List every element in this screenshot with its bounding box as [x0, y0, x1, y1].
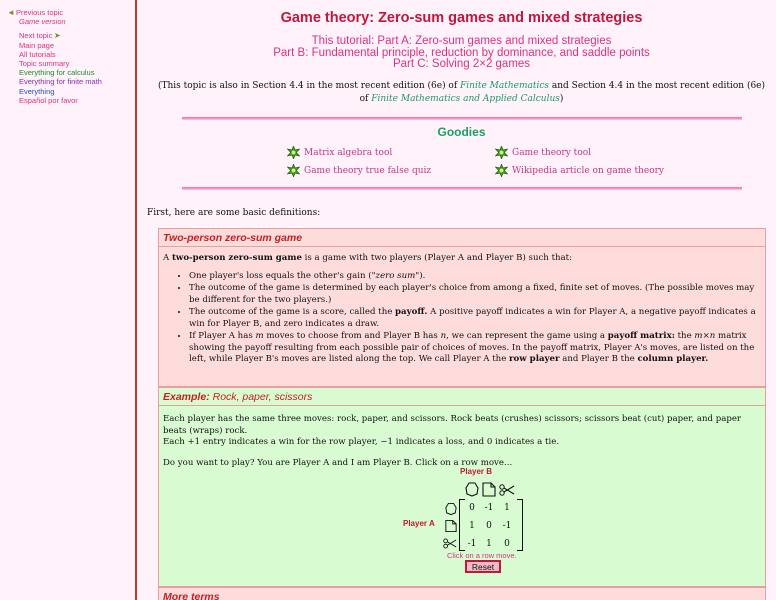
example-text: Each +1 entry indicates a win for the row player, −1 indicates a loss, and 0 indicates a tie. — [163, 437, 560, 447]
rock-icon[interactable] — [465, 482, 479, 497]
sidebar-item-everything[interactable] — [6, 87, 102, 96]
text: The outcome of the game is a score, called the — [189, 307, 396, 317]
text: One player's loss equals the other's gain (" — [189, 270, 376, 281]
math-var: n — [440, 331, 447, 341]
payoff-cell[interactable]: 1 — [469, 521, 475, 531]
example-label: Example: — [163, 391, 210, 403]
tutorial-part-c[interactable]: Part C: Solving 2×2 games — [392, 58, 531, 70]
tool-link-label[interactable]: Game theory true false quiz — [304, 165, 432, 176]
finite-math-book-link[interactable]: Finite Mathematics — [460, 81, 550, 91]
star-icon — [287, 146, 300, 159]
tool-link-label[interactable]: Wikipedia article on game theory — [512, 165, 664, 176]
sidebar-item-label[interactable]: All tutorials — [19, 49, 56, 59]
sidebar-nav — [6, 8, 102, 105]
applied-calc-book-link[interactable]: Finite Mathematics and Applied Calculus — [371, 94, 560, 104]
sidebar-item-topic-summary[interactable] — [6, 59, 102, 68]
wikipedia-link[interactable] — [495, 164, 664, 177]
definitions-intro: First, here are some basic definitions: — [147, 208, 321, 218]
sidebar-item-label[interactable]: Game version — [19, 17, 66, 27]
text: , we can represent the game using a — [446, 331, 608, 341]
definition-box — [158, 228, 766, 387]
paper-icon[interactable] — [445, 519, 457, 533]
sidebar-item-label[interactable]: Everything — [19, 86, 55, 96]
payoff-cell[interactable]: -1 — [467, 539, 477, 549]
sidebar-item-main-page[interactable] — [6, 41, 102, 50]
sidebar-item-espanol[interactable] — [6, 96, 102, 105]
text: If Player A has — [189, 331, 256, 341]
text: moves to choose from and Player B has — [263, 331, 441, 341]
payoff-cell[interactable]: 0 — [504, 539, 510, 549]
list-item — [189, 271, 759, 283]
example-title: Rock, paper, scissors — [209, 391, 313, 403]
scissors-icon[interactable] — [443, 538, 457, 549]
list-item — [189, 307, 759, 330]
definition-lead — [163, 253, 759, 265]
example-heading — [163, 391, 312, 403]
sidebar-item-label[interactable]: Everything for finite math — [19, 77, 102, 87]
definition-body — [163, 253, 759, 367]
player-a-label: Player A — [403, 519, 435, 528]
tool-link-label[interactable]: Game theory tool — [512, 147, 592, 158]
text: "). — [415, 270, 426, 281]
text: the — [674, 331, 695, 341]
list-item — [189, 331, 759, 366]
star-icon — [495, 164, 508, 177]
term-bold: two-person zero-sum game — [171, 253, 302, 263]
definition-heading: Two-person zero-sum game — [163, 232, 303, 244]
tutorial-parts — [147, 36, 776, 71]
divider — [182, 117, 742, 120]
math-var: m — [255, 331, 264, 341]
heading-rule — [159, 405, 765, 406]
goodies-title: Goodies — [437, 125, 486, 139]
matrix-algebra-tool-link[interactable] — [287, 146, 392, 159]
text: A positive payoff indicates a win for Player A, a negative payoff indicates a win for Player B, and zero indicates a draw. — [189, 307, 756, 329]
star-icon — [287, 164, 300, 177]
edition-note-text: ) — [559, 94, 564, 104]
term-bold: column player. — [637, 354, 709, 364]
definition-list — [189, 271, 759, 366]
heading-rule — [159, 246, 765, 247]
tutorial-part-b[interactable]: Part B: Fundamental principle, reduction by dominance, and saddle points — [273, 46, 650, 59]
payoff-cell[interactable]: 1 — [504, 503, 510, 513]
player-b-label: Player B — [460, 467, 493, 476]
sidebar — [0, 0, 136, 600]
divider — [182, 187, 742, 190]
edition-note-text: (This topic is also in Section 4.4 in the most recent edition (6e) of — [157, 81, 461, 91]
payoff-cell[interactable]: -1 — [484, 503, 494, 513]
rock-icon[interactable] — [445, 502, 457, 516]
example-text: Each player has the same three moves: rock, paper, and scissors. Rock beats (crushes) scissors; scissors beat (cut) paper, and paper beats (wraps) rock. — [163, 414, 742, 436]
page-title: Game theory: Zero-sum games and mixed strategies — [280, 10, 643, 26]
sidebar-item-label[interactable]: Main page — [19, 40, 55, 50]
sidebar-item-game-version[interactable] — [6, 17, 102, 26]
main-content — [147, 0, 776, 600]
paper-icon[interactable] — [482, 482, 496, 497]
more-terms-box — [158, 587, 766, 600]
payoff-cell[interactable]: 1 — [486, 539, 492, 549]
sidebar-item-label[interactable]: Previous topic — [16, 8, 64, 17]
math-var: m×n — [694, 331, 716, 341]
tutorial-part-a: This tutorial: Part A: Zero-sum games and mixed strategies — [311, 35, 612, 47]
sidebar-item-finite-math[interactable] — [6, 77, 102, 86]
sidebar-item-label[interactable]: Topic summary — [19, 59, 70, 69]
edition-note — [157, 80, 766, 106]
payoff-cell[interactable]: -1 — [502, 521, 512, 531]
list-item: • The outcome of the game is determined by each player's choice from among a fixed, finite set of moves. (The possible moves may be different for the two players.) — [189, 283, 759, 306]
emphasis: zero sum — [375, 270, 416, 281]
game-hint: Click on a row move. — [447, 551, 517, 560]
tool-link-label[interactable]: Matrix algebra tool — [304, 147, 393, 158]
term-bold: payoff. — [395, 307, 428, 317]
example-body — [163, 414, 759, 469]
sidebar-item-label[interactable]: Everything for calculus — [19, 68, 95, 78]
game-theory-tool-link[interactable] — [495, 146, 591, 159]
text: is a game with two players (Player A and Player B) such that: — [301, 253, 573, 263]
sidebar-item-previous-topic[interactable] — [6, 8, 102, 17]
sidebar-item-all-tutorials[interactable] — [6, 50, 102, 59]
sidebar-divider — [135, 0, 137, 600]
back-arrow-icon: ◄ — [7, 8, 15, 17]
term-bold: row player — [509, 354, 560, 364]
matrix-bracket-right — [517, 499, 523, 551]
true-false-quiz-link[interactable] — [287, 164, 431, 177]
more-terms-heading: More terms — [163, 591, 220, 600]
game-widget — [403, 467, 623, 582]
sidebar-item-calculus[interactable] — [6, 68, 102, 77]
payoff-cell[interactable]: 0 — [486, 521, 492, 531]
reset-button[interactable]: Reset — [465, 560, 501, 573]
text: matrix showing the payoff resulting from each possible pair of choices of moves. In the payoff matrix, Player A's moves, are listed on the left, while Player B's moves are listed along the top. We call Player A the — [189, 331, 755, 364]
scissors-icon[interactable] — [499, 484, 515, 496]
sidebar-item-label[interactable]: Español por favor — [19, 95, 78, 105]
sidebar-item-label[interactable]: Next topic — [19, 31, 53, 41]
payoff-cell[interactable]: 0 — [469, 503, 475, 513]
star-icon — [495, 146, 508, 159]
next-arrow-icon: ➤ — [54, 31, 61, 41]
edition-note-text: and Section 4.4 in the most recent edition (6e) of — [359, 81, 766, 104]
term-bold: payoff matrix: — [607, 331, 675, 341]
play-prompt: Do you want to play? You are Player A and I am Player B. Click on a row move... — [163, 457, 513, 468]
text: A — [163, 253, 172, 263]
sidebar-item-next-topic[interactable] — [6, 31, 102, 40]
text: and Player B the — [559, 354, 638, 364]
